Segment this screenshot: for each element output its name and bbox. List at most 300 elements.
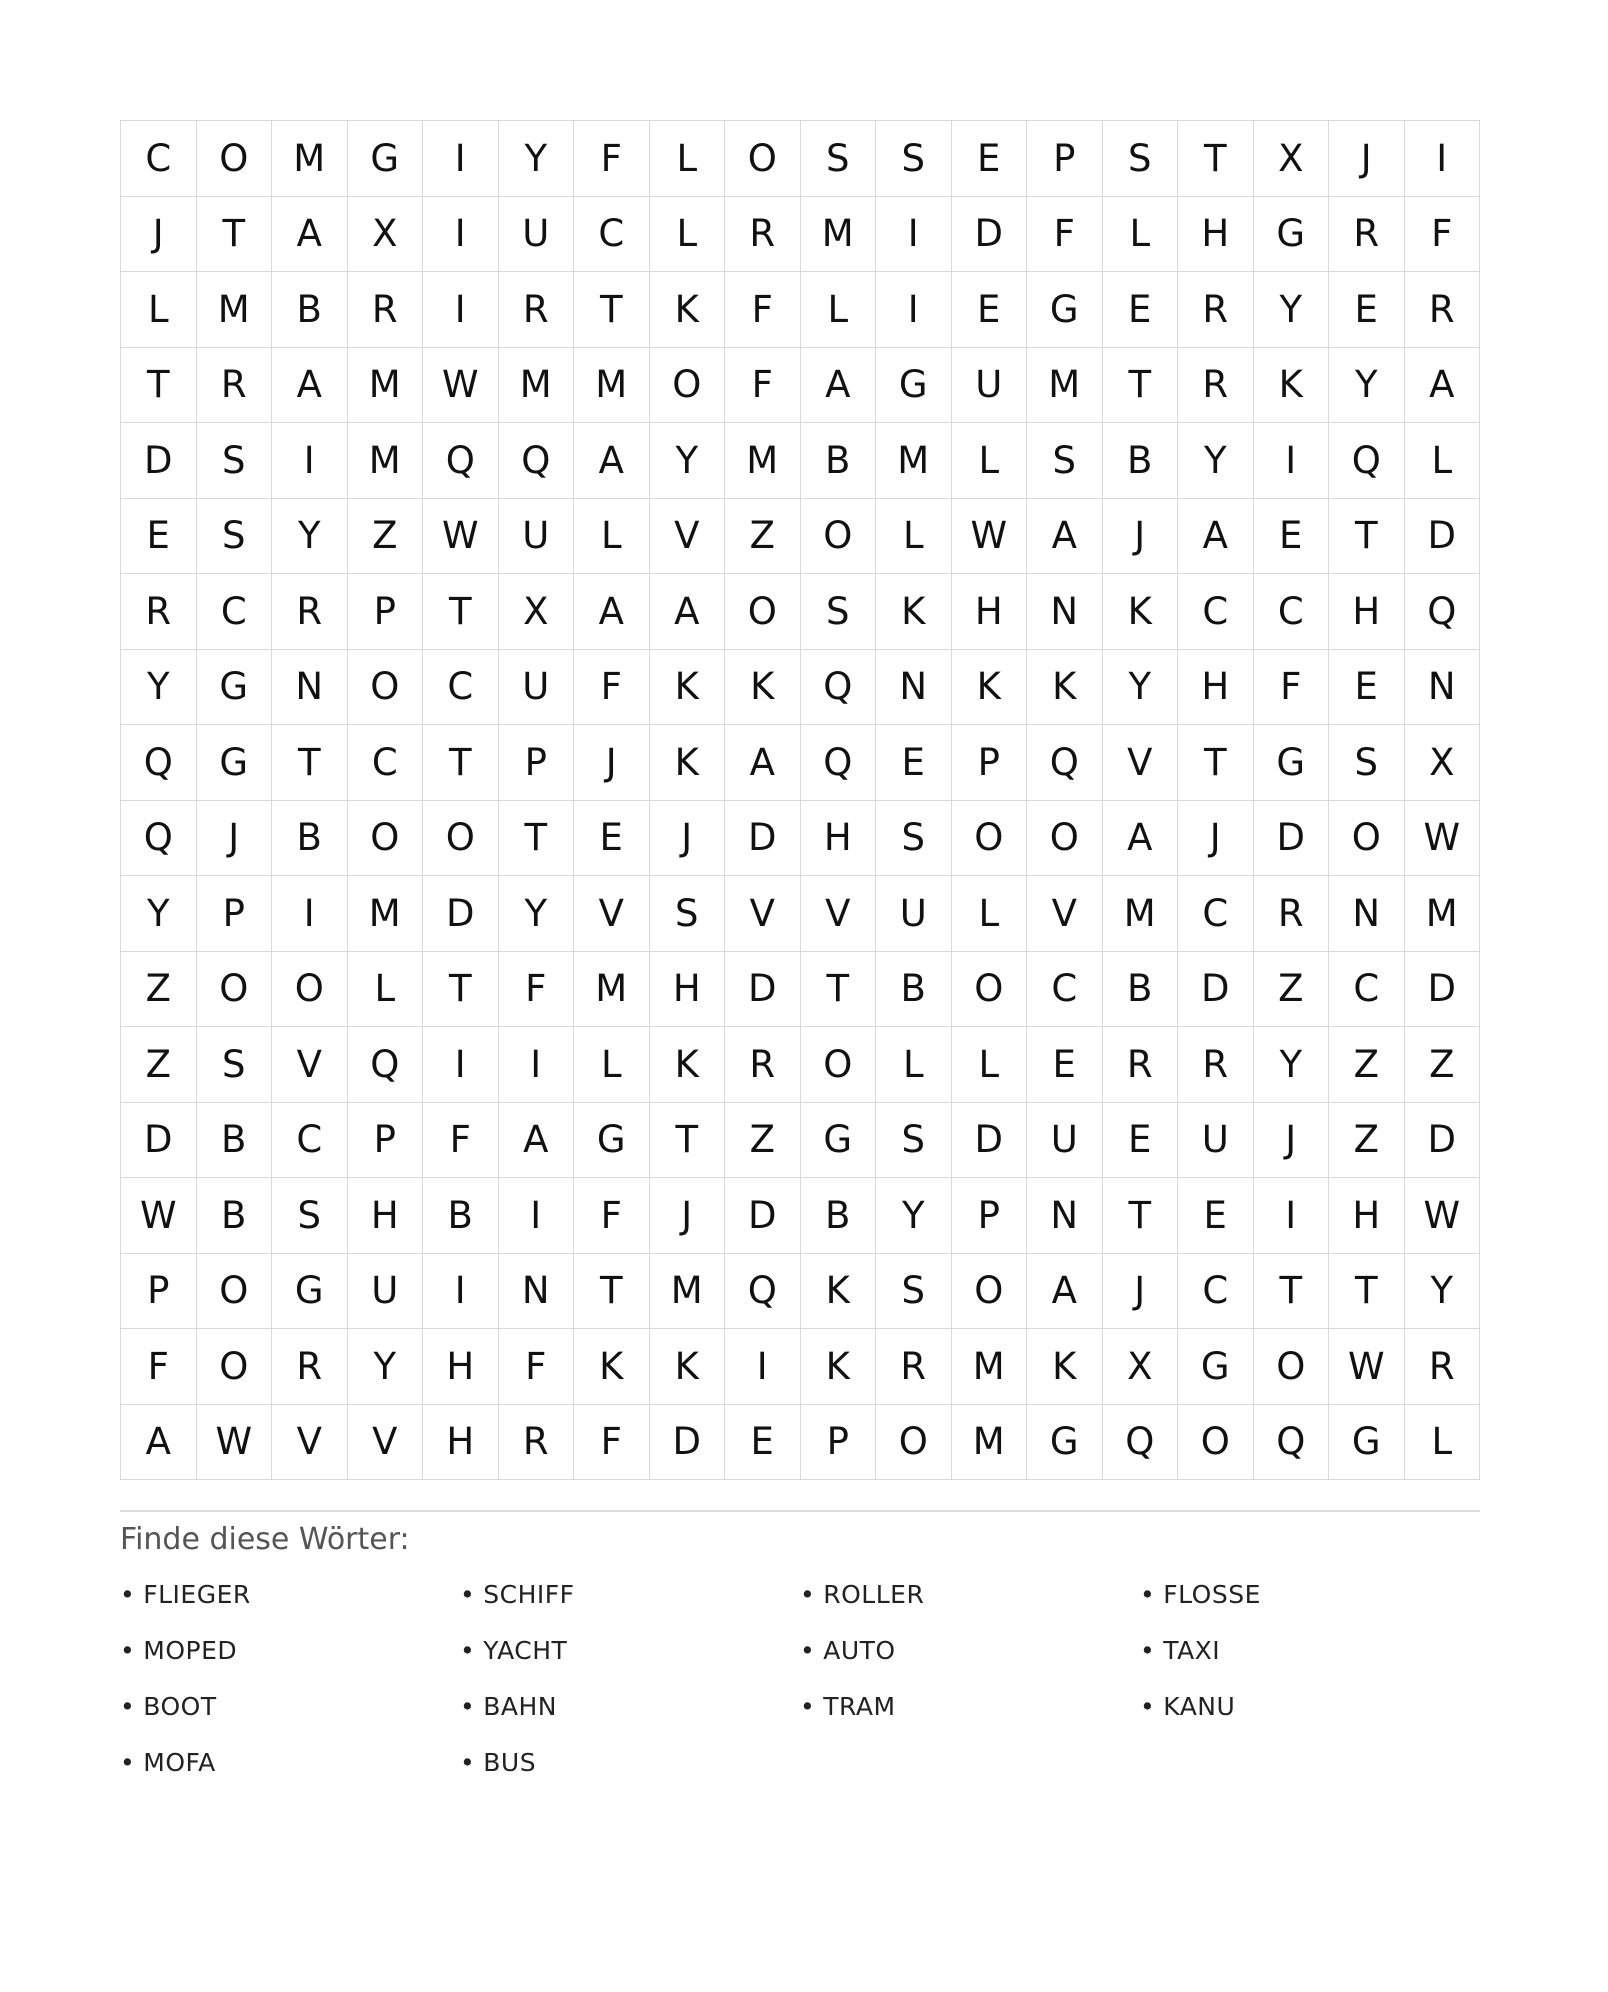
grid-cell[interactable]: I — [725, 1329, 801, 1405]
grid-cell[interactable]: O — [952, 1254, 1028, 1330]
grid-cell[interactable]: G — [197, 725, 273, 801]
grid-cell[interactable]: H — [650, 952, 726, 1028]
grid-cell[interactable]: K — [650, 272, 726, 348]
grid-cell[interactable]: D — [725, 952, 801, 1028]
grid-cell[interactable]: K — [876, 574, 952, 650]
grid-cell[interactable]: V — [650, 499, 726, 575]
grid-cell[interactable]: G — [1027, 1405, 1103, 1481]
grid-cell[interactable]: P — [952, 1178, 1028, 1254]
grid-cell[interactable]: E — [574, 801, 650, 877]
grid-cell[interactable]: I — [499, 1178, 575, 1254]
grid-cell[interactable]: S — [197, 1027, 273, 1103]
grid-cell[interactable]: T — [499, 801, 575, 877]
grid-cell[interactable]: X — [348, 197, 424, 273]
grid-cell[interactable]: Y — [499, 876, 575, 952]
grid-cell[interactable]: H — [1178, 650, 1254, 726]
grid-cell[interactable]: F — [725, 348, 801, 424]
grid-cell[interactable]: Y — [348, 1329, 424, 1405]
grid-cell[interactable]: M — [1405, 876, 1481, 952]
grid-cell[interactable]: K — [1254, 348, 1330, 424]
grid-cell[interactable]: O — [1178, 1405, 1254, 1481]
grid-cell[interactable]: T — [423, 574, 499, 650]
grid-cell[interactable]: U — [348, 1254, 424, 1330]
grid-cell[interactable]: L — [1405, 1405, 1481, 1481]
grid-cell[interactable]: Z — [1405, 1027, 1481, 1103]
grid-cell[interactable]: K — [1027, 650, 1103, 726]
grid-cell[interactable]: D — [650, 1405, 726, 1481]
grid-cell[interactable]: N — [1027, 1178, 1103, 1254]
grid-cell[interactable]: W — [1329, 1329, 1405, 1405]
grid-cell[interactable]: S — [197, 499, 273, 575]
grid-cell[interactable]: R — [876, 1329, 952, 1405]
grid-cell[interactable]: K — [801, 1329, 877, 1405]
grid-cell[interactable]: L — [650, 197, 726, 273]
grid-cell[interactable]: E — [1027, 1027, 1103, 1103]
grid-cell[interactable]: W — [1405, 1178, 1481, 1254]
grid-cell[interactable]: R — [725, 197, 801, 273]
grid-cell[interactable]: E — [1329, 650, 1405, 726]
grid-cell[interactable]: P — [348, 1103, 424, 1179]
grid-cell[interactable]: F — [574, 121, 650, 197]
grid-cell[interactable]: S — [876, 1103, 952, 1179]
grid-cell[interactable]: Q — [121, 801, 197, 877]
grid-cell[interactable]: E — [1178, 1178, 1254, 1254]
grid-cell[interactable]: K — [650, 725, 726, 801]
grid-cell[interactable]: U — [1027, 1103, 1103, 1179]
grid-cell[interactable]: H — [348, 1178, 424, 1254]
grid-cell[interactable]: L — [952, 423, 1028, 499]
grid-cell[interactable]: V — [1103, 725, 1179, 801]
grid-cell[interactable]: D — [121, 1103, 197, 1179]
grid-cell[interactable]: L — [876, 1027, 952, 1103]
grid-cell[interactable]: O — [725, 121, 801, 197]
grid-cell[interactable]: P — [197, 876, 273, 952]
grid-cell[interactable]: N — [272, 650, 348, 726]
grid-cell[interactable]: Q — [1103, 1405, 1179, 1481]
grid-cell[interactable]: M — [876, 423, 952, 499]
grid-cell[interactable]: A — [121, 1405, 197, 1481]
grid-cell[interactable]: O — [876, 1405, 952, 1481]
grid-cell[interactable]: L — [876, 499, 952, 575]
grid-cell[interactable]: Q — [1254, 1405, 1330, 1481]
grid-cell[interactable]: Y — [1103, 650, 1179, 726]
grid-cell[interactable]: B — [197, 1103, 273, 1179]
grid-cell[interactable]: C — [121, 121, 197, 197]
grid-cell[interactable]: C — [197, 574, 273, 650]
grid-cell[interactable]: F — [574, 1178, 650, 1254]
grid-cell[interactable]: Y — [876, 1178, 952, 1254]
grid-cell[interactable]: C — [348, 725, 424, 801]
grid-cell[interactable]: A — [1027, 499, 1103, 575]
grid-cell[interactable]: M — [348, 423, 424, 499]
grid-cell[interactable]: J — [1103, 499, 1179, 575]
grid-cell[interactable]: U — [499, 197, 575, 273]
grid-cell[interactable]: D — [121, 423, 197, 499]
grid-cell[interactable]: K — [574, 1329, 650, 1405]
grid-cell[interactable]: M — [197, 272, 273, 348]
grid-cell[interactable]: W — [197, 1405, 273, 1481]
grid-cell[interactable]: N — [499, 1254, 575, 1330]
grid-cell[interactable]: Z — [121, 952, 197, 1028]
grid-cell[interactable]: S — [1027, 423, 1103, 499]
grid-cell[interactable]: A — [1027, 1254, 1103, 1330]
grid-cell[interactable]: J — [197, 801, 273, 877]
grid-cell[interactable]: U — [499, 499, 575, 575]
grid-cell[interactable]: G — [876, 348, 952, 424]
grid-cell[interactable]: E — [1103, 272, 1179, 348]
grid-cell[interactable]: O — [197, 1329, 273, 1405]
grid-cell[interactable]: O — [952, 952, 1028, 1028]
grid-cell[interactable]: V — [1027, 876, 1103, 952]
grid-cell[interactable]: H — [1329, 1178, 1405, 1254]
grid-cell[interactable]: B — [423, 1178, 499, 1254]
grid-cell[interactable]: F — [499, 1329, 575, 1405]
grid-cell[interactable]: K — [801, 1254, 877, 1330]
grid-cell[interactable]: Y — [1254, 1027, 1330, 1103]
grid-cell[interactable]: O — [801, 499, 877, 575]
grid-cell[interactable]: S — [876, 801, 952, 877]
grid-cell[interactable]: Q — [121, 725, 197, 801]
grid-cell[interactable]: T — [1254, 1254, 1330, 1330]
grid-cell[interactable]: R — [272, 1329, 348, 1405]
grid-cell[interactable]: Q — [499, 423, 575, 499]
grid-cell[interactable]: W — [121, 1178, 197, 1254]
grid-cell[interactable]: T — [801, 952, 877, 1028]
grid-cell[interactable]: Y — [1254, 272, 1330, 348]
grid-cell[interactable]: V — [272, 1405, 348, 1481]
grid-cell[interactable]: O — [197, 952, 273, 1028]
grid-cell[interactable]: A — [1103, 801, 1179, 877]
grid-cell[interactable]: G — [574, 1103, 650, 1179]
grid-cell[interactable]: O — [197, 1254, 273, 1330]
grid-cell[interactable]: I — [272, 876, 348, 952]
grid-cell[interactable]: E — [952, 121, 1028, 197]
grid-cell[interactable]: K — [725, 650, 801, 726]
grid-cell[interactable]: T — [1103, 348, 1179, 424]
grid-cell[interactable]: F — [1027, 197, 1103, 273]
grid-cell[interactable]: L — [1405, 423, 1481, 499]
grid-cell[interactable]: F — [423, 1103, 499, 1179]
grid-cell[interactable]: T — [574, 1254, 650, 1330]
grid-cell[interactable]: S — [197, 423, 273, 499]
grid-cell[interactable]: Y — [272, 499, 348, 575]
grid-cell[interactable]: X — [1254, 121, 1330, 197]
grid-cell[interactable]: D — [725, 801, 801, 877]
grid-cell[interactable]: L — [574, 499, 650, 575]
grid-cell[interactable]: I — [876, 272, 952, 348]
grid-cell[interactable]: G — [348, 121, 424, 197]
grid-cell[interactable]: Y — [1405, 1254, 1481, 1330]
grid-cell[interactable]: R — [725, 1027, 801, 1103]
grid-cell[interactable]: Q — [725, 1254, 801, 1330]
grid-cell[interactable]: T — [121, 348, 197, 424]
grid-cell[interactable]: O — [1329, 801, 1405, 877]
grid-cell[interactable]: P — [121, 1254, 197, 1330]
grid-cell[interactable]: D — [952, 1103, 1028, 1179]
grid-cell[interactable]: S — [801, 574, 877, 650]
grid-cell[interactable]: C — [1027, 952, 1103, 1028]
grid-cell[interactable]: F — [725, 272, 801, 348]
grid-cell[interactable]: Z — [1329, 1027, 1405, 1103]
grid-cell[interactable]: R — [1178, 272, 1254, 348]
grid-cell[interactable]: M — [272, 121, 348, 197]
grid-cell[interactable]: F — [1254, 650, 1330, 726]
grid-cell[interactable]: C — [1254, 574, 1330, 650]
grid-cell[interactable]: T — [1329, 499, 1405, 575]
grid-cell[interactable]: V — [348, 1405, 424, 1481]
grid-cell[interactable]: S — [876, 121, 952, 197]
grid-cell[interactable]: I — [272, 423, 348, 499]
grid-cell[interactable]: T — [1329, 1254, 1405, 1330]
grid-cell[interactable]: O — [1027, 801, 1103, 877]
grid-cell[interactable]: E — [1103, 1103, 1179, 1179]
grid-cell[interactable]: G — [1254, 197, 1330, 273]
grid-cell[interactable]: A — [725, 725, 801, 801]
grid-cell[interactable]: I — [1254, 423, 1330, 499]
grid-cell[interactable]: D — [1405, 1103, 1481, 1179]
grid-cell[interactable]: O — [801, 1027, 877, 1103]
grid-cell[interactable]: C — [1178, 1254, 1254, 1330]
grid-cell[interactable]: A — [650, 574, 726, 650]
grid-cell[interactable]: M — [952, 1405, 1028, 1481]
grid-cell[interactable]: R — [1178, 348, 1254, 424]
grid-cell[interactable]: D — [952, 197, 1028, 273]
grid-cell[interactable]: H — [1329, 574, 1405, 650]
grid-cell[interactable]: I — [423, 272, 499, 348]
grid-cell[interactable]: D — [1405, 952, 1481, 1028]
grid-cell[interactable]: I — [1405, 121, 1481, 197]
grid-cell[interactable]: Y — [121, 650, 197, 726]
grid-cell[interactable]: U — [499, 650, 575, 726]
grid-cell[interactable]: N — [1329, 876, 1405, 952]
grid-cell[interactable]: R — [197, 348, 273, 424]
grid-cell[interactable]: W — [423, 348, 499, 424]
grid-cell[interactable]: A — [272, 197, 348, 273]
grid-cell[interactable]: G — [801, 1103, 877, 1179]
grid-cell[interactable]: I — [423, 1254, 499, 1330]
grid-cell[interactable]: R — [1178, 1027, 1254, 1103]
grid-cell[interactable]: N — [1027, 574, 1103, 650]
grid-cell[interactable]: L — [121, 272, 197, 348]
grid-cell[interactable]: Z — [1254, 952, 1330, 1028]
grid-cell[interactable]: W — [423, 499, 499, 575]
grid-cell[interactable]: I — [499, 1027, 575, 1103]
grid-cell[interactable]: U — [952, 348, 1028, 424]
grid-cell[interactable]: C — [423, 650, 499, 726]
grid-cell[interactable]: B — [272, 272, 348, 348]
grid-cell[interactable]: I — [423, 197, 499, 273]
grid-cell[interactable]: A — [1405, 348, 1481, 424]
grid-cell[interactable]: K — [650, 650, 726, 726]
grid-cell[interactable]: J — [1178, 801, 1254, 877]
grid-cell[interactable]: L — [1103, 197, 1179, 273]
grid-cell[interactable]: M — [499, 348, 575, 424]
grid-cell[interactable]: R — [121, 574, 197, 650]
grid-cell[interactable]: Y — [1178, 423, 1254, 499]
grid-cell[interactable]: M — [574, 952, 650, 1028]
grid-cell[interactable]: T — [1178, 121, 1254, 197]
grid-cell[interactable]: U — [876, 876, 952, 952]
grid-cell[interactable]: T — [1178, 725, 1254, 801]
grid-cell[interactable]: O — [952, 801, 1028, 877]
grid-cell[interactable]: L — [801, 272, 877, 348]
grid-cell[interactable]: W — [1405, 801, 1481, 877]
grid-cell[interactable]: K — [1027, 1329, 1103, 1405]
grid-cell[interactable]: J — [1329, 121, 1405, 197]
grid-cell[interactable]: T — [574, 272, 650, 348]
grid-cell[interactable]: A — [574, 423, 650, 499]
grid-cell[interactable]: H — [801, 801, 877, 877]
grid-cell[interactable]: S — [1103, 121, 1179, 197]
grid-cell[interactable]: O — [1254, 1329, 1330, 1405]
grid-cell[interactable]: E — [952, 272, 1028, 348]
grid-cell[interactable]: C — [1178, 876, 1254, 952]
grid-cell[interactable]: S — [650, 876, 726, 952]
grid-cell[interactable]: O — [348, 650, 424, 726]
grid-cell[interactable]: R — [1405, 1329, 1481, 1405]
grid-cell[interactable]: M — [348, 876, 424, 952]
grid-cell[interactable]: M — [574, 348, 650, 424]
grid-cell[interactable]: C — [1178, 574, 1254, 650]
grid-cell[interactable]: I — [423, 121, 499, 197]
grid-cell[interactable]: Y — [650, 423, 726, 499]
grid-cell[interactable]: M — [1103, 876, 1179, 952]
grid-cell[interactable]: E — [725, 1405, 801, 1481]
grid-cell[interactable]: Y — [121, 876, 197, 952]
grid-cell[interactable]: X — [1103, 1329, 1179, 1405]
grid-cell[interactable]: A — [499, 1103, 575, 1179]
grid-cell[interactable]: M — [1027, 348, 1103, 424]
grid-cell[interactable]: P — [801, 1405, 877, 1481]
grid-cell[interactable]: C — [574, 197, 650, 273]
grid-cell[interactable]: J — [574, 725, 650, 801]
grid-cell[interactable]: Z — [725, 1103, 801, 1179]
grid-cell[interactable]: O — [650, 348, 726, 424]
grid-cell[interactable]: I — [1254, 1178, 1330, 1254]
grid-cell[interactable]: E — [1254, 499, 1330, 575]
grid-cell[interactable]: P — [499, 725, 575, 801]
grid-cell[interactable]: J — [1254, 1103, 1330, 1179]
grid-cell[interactable]: D — [1178, 952, 1254, 1028]
grid-cell[interactable]: B — [876, 952, 952, 1028]
grid-cell[interactable]: E — [1329, 272, 1405, 348]
grid-cell[interactable]: Q — [801, 725, 877, 801]
grid-cell[interactable]: Z — [121, 1027, 197, 1103]
grid-cell[interactable]: L — [952, 876, 1028, 952]
grid-cell[interactable]: S — [1329, 725, 1405, 801]
grid-cell[interactable]: F — [499, 952, 575, 1028]
grid-cell[interactable]: J — [1103, 1254, 1179, 1330]
grid-cell[interactable]: B — [197, 1178, 273, 1254]
grid-cell[interactable]: Y — [499, 121, 575, 197]
grid-cell[interactable]: V — [725, 876, 801, 952]
grid-cell[interactable]: J — [121, 197, 197, 273]
grid-cell[interactable]: N — [876, 650, 952, 726]
grid-cell[interactable]: U — [1178, 1103, 1254, 1179]
grid-cell[interactable]: K — [650, 1027, 726, 1103]
grid-cell[interactable]: M — [650, 1254, 726, 1330]
grid-cell[interactable]: P — [1027, 121, 1103, 197]
grid-cell[interactable]: B — [1103, 952, 1179, 1028]
grid-cell[interactable]: B — [272, 801, 348, 877]
grid-cell[interactable]: G — [1027, 272, 1103, 348]
grid-cell[interactable]: E — [876, 725, 952, 801]
grid-cell[interactable]: R — [1254, 876, 1330, 952]
grid-cell[interactable]: T — [272, 725, 348, 801]
grid-cell[interactable]: H — [952, 574, 1028, 650]
grid-cell[interactable]: T — [650, 1103, 726, 1179]
grid-cell[interactable]: Q — [1027, 725, 1103, 801]
grid-cell[interactable]: R — [1329, 197, 1405, 273]
grid-cell[interactable]: O — [423, 801, 499, 877]
grid-cell[interactable]: Q — [801, 650, 877, 726]
grid-cell[interactable]: B — [801, 423, 877, 499]
grid-cell[interactable]: G — [272, 1254, 348, 1330]
grid-cell[interactable]: F — [574, 1405, 650, 1481]
grid-cell[interactable]: J — [650, 1178, 726, 1254]
grid-cell[interactable]: I — [423, 1027, 499, 1103]
grid-cell[interactable]: K — [952, 650, 1028, 726]
grid-cell[interactable]: L — [650, 121, 726, 197]
grid-cell[interactable]: D — [1254, 801, 1330, 877]
grid-cell[interactable]: S — [801, 121, 877, 197]
grid-cell[interactable]: P — [952, 725, 1028, 801]
grid-cell[interactable]: P — [348, 574, 424, 650]
grid-cell[interactable]: Q — [423, 423, 499, 499]
grid-cell[interactable]: R — [272, 574, 348, 650]
grid-cell[interactable]: M — [952, 1329, 1028, 1405]
grid-cell[interactable]: L — [952, 1027, 1028, 1103]
grid-cell[interactable]: J — [650, 801, 726, 877]
grid-cell[interactable]: O — [725, 574, 801, 650]
grid-cell[interactable]: A — [272, 348, 348, 424]
grid-cell[interactable]: T — [1103, 1178, 1179, 1254]
grid-cell[interactable]: F — [1405, 197, 1481, 273]
grid-cell[interactable]: Q — [1329, 423, 1405, 499]
grid-cell[interactable]: S — [876, 1254, 952, 1330]
grid-cell[interactable]: H — [423, 1405, 499, 1481]
grid-cell[interactable]: R — [348, 272, 424, 348]
grid-cell[interactable]: N — [1405, 650, 1481, 726]
grid-cell[interactable]: O — [272, 952, 348, 1028]
grid-cell[interactable]: D — [1405, 499, 1481, 575]
grid-cell[interactable]: T — [197, 197, 273, 273]
grid-cell[interactable]: M — [725, 423, 801, 499]
grid-cell[interactable]: S — [272, 1178, 348, 1254]
grid-cell[interactable]: A — [574, 574, 650, 650]
grid-cell[interactable]: M — [801, 197, 877, 273]
grid-cell[interactable]: R — [1103, 1027, 1179, 1103]
grid-cell[interactable]: C — [272, 1103, 348, 1179]
grid-cell[interactable]: G — [1178, 1329, 1254, 1405]
grid-cell[interactable]: T — [423, 725, 499, 801]
grid-cell[interactable]: V — [272, 1027, 348, 1103]
grid-cell[interactable]: C — [1329, 952, 1405, 1028]
grid-cell[interactable]: Z — [348, 499, 424, 575]
grid-cell[interactable]: X — [499, 574, 575, 650]
grid-cell[interactable]: Y — [1329, 348, 1405, 424]
grid-cell[interactable]: W — [952, 499, 1028, 575]
grid-cell[interactable]: I — [876, 197, 952, 273]
grid-cell[interactable]: F — [121, 1329, 197, 1405]
grid-cell[interactable]: G — [1329, 1405, 1405, 1481]
grid-cell[interactable]: O — [348, 801, 424, 877]
grid-cell[interactable]: V — [801, 876, 877, 952]
grid-cell[interactable]: R — [1405, 272, 1481, 348]
grid-cell[interactable]: Q — [1405, 574, 1481, 650]
grid-cell[interactable]: F — [574, 650, 650, 726]
grid-cell[interactable]: D — [725, 1178, 801, 1254]
